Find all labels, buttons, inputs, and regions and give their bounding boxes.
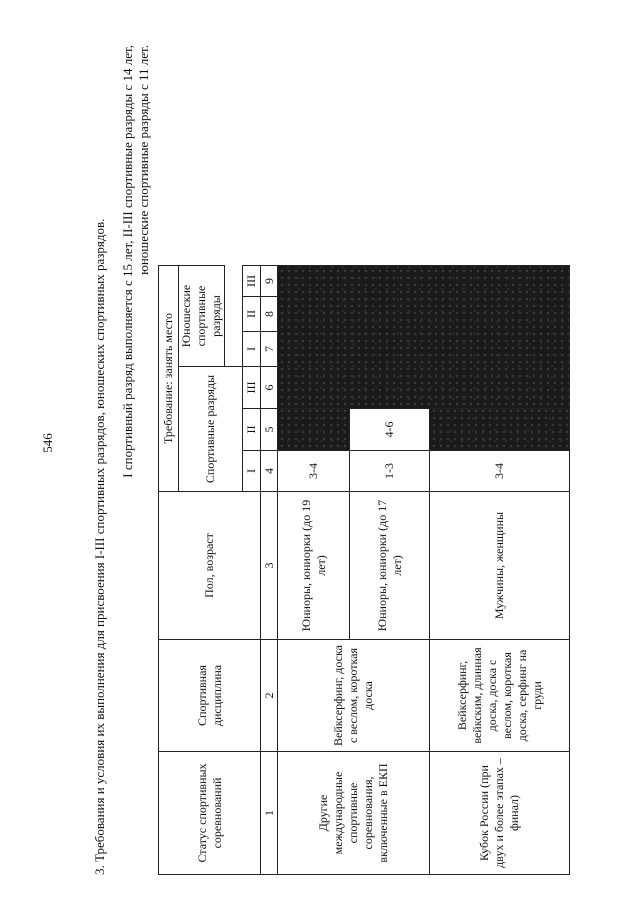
- gender-age-cell: Мужчины, женщины: [430, 492, 570, 640]
- col-num-9: 9: [261, 266, 278, 297]
- col-num-6: 6: [261, 367, 278, 409]
- rank-i-cell: 1-3: [350, 451, 430, 492]
- header-gender-age: Пол, возраст: [159, 492, 261, 640]
- col-num-1: 1: [261, 752, 278, 875]
- rank-ii-cell-blacked: [278, 409, 350, 451]
- col-num-3: 3: [261, 492, 278, 640]
- rank-i-cell: 3-4: [430, 451, 570, 492]
- header-discipline: Спортивная дисциплина: [159, 640, 261, 752]
- section-subheading: [120, 45, 152, 905]
- header-sport-ranks: Спортивные разряды: [179, 367, 243, 492]
- header-rank-iii: III: [243, 367, 261, 409]
- col-num-5: 5: [261, 409, 278, 451]
- gender-age-cell: Юниоры, юниорки (до 19 лет): [278, 492, 350, 640]
- col-num-2: 2: [261, 640, 278, 752]
- header-youth-ranks: Юношеские спортивные разряды: [179, 266, 225, 367]
- page-number: 546: [40, 433, 55, 453]
- discipline-cell: Вейксерфинг, вейкским, длинная доска, доска с веслом, короткая доска, серфинг на груди: [430, 640, 570, 752]
- table-row: [278, 266, 350, 875]
- rank-ii-cell: 4-6: [350, 409, 430, 451]
- col-num-8: 8: [261, 297, 278, 332]
- rank-i-cell: 3-4: [278, 451, 350, 492]
- blacked-region: [278, 266, 570, 409]
- status-cell: Кубок России (при двух и более этапах – финал): [430, 752, 570, 875]
- status-cell: Другие международные спортивные соревнования, включенные в ЕКП: [278, 752, 430, 875]
- header-rank-ii: II: [243, 409, 261, 451]
- header-rank-i: I: [243, 451, 261, 492]
- header-youth-rank-iii: III: [243, 266, 261, 297]
- column-number-row: [261, 266, 278, 875]
- rank-ii-cell-blacked: [430, 409, 570, 451]
- requirements-table: [158, 265, 570, 875]
- header-status: Статус спортивных соревнований: [159, 752, 261, 875]
- col-num-7: 7: [261, 332, 278, 367]
- header-requirement: Требование: занять место: [159, 266, 179, 492]
- section-heading: 3. Требования и условия их выполнения для присвоения I-III спортивных разрядов, юношеских спортивных разрядов.: [92, 218, 107, 875]
- gender-age-cell: Юниоры, юниорки (до 17 лет): [350, 492, 430, 640]
- header-youth-rank-i: I: [243, 332, 261, 367]
- header-youth-rank-ii: II: [243, 297, 261, 332]
- subheading-line-2: юношеские спортивные разряды с 11 лет.: [136, 45, 151, 275]
- col-num-4: 4: [261, 451, 278, 492]
- subheading-line-1: I спортивный разряд выполняется с 15 лет, II-III спортивные разряды с 14 лет,: [120, 45, 135, 478]
- discipline-cell: Вейксерфинг, доска с веслом, короткая доска: [278, 640, 430, 752]
- header-row-1: [159, 266, 179, 875]
